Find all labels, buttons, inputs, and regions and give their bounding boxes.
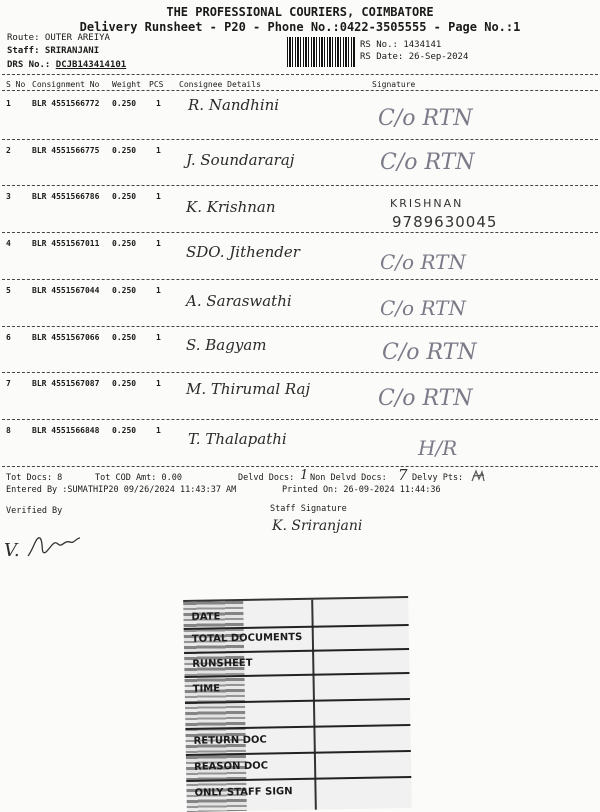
company-title: THE PROFESSIONAL COURIERS, COIMBATORE: [166, 5, 434, 19]
row-pcs: 1: [156, 192, 161, 201]
row-consignee: M. Thirumal Raj: [186, 380, 311, 398]
verified-by-label: Verified By: [6, 506, 63, 516]
divider: [2, 232, 598, 233]
divider: [2, 74, 598, 75]
stamp-label-date: DATE: [191, 611, 221, 623]
row-consignee: J. Soundararaj: [186, 151, 295, 169]
runsheet-subtitle: Delivery Runsheet - P20 - Phone No.:0422-3505555 - Page No.:1: [79, 20, 521, 34]
row-pcs: 1: [156, 426, 161, 435]
drs-label: DRS No.:: [7, 60, 56, 70]
row-pcs: 1: [156, 239, 161, 248]
row-signature: C/o RTN: [380, 250, 466, 274]
printed-on: Printed On: 26-09-2024 11:44:36: [282, 485, 441, 495]
col-signature: Signature: [372, 80, 416, 89]
row-consignee: S. Bagyam: [186, 336, 267, 354]
route-label: Route: OUTER AREIYA: [7, 33, 110, 43]
total-cod: Tot COD Amt: 0.00: [95, 473, 182, 483]
delivery-points: Delvy Pts:: [412, 473, 464, 483]
row-consignment: BLR 4551567087: [32, 379, 100, 388]
delivered-docs: Delvd Docs:: [238, 473, 295, 483]
divider: [2, 139, 598, 140]
non-delivered-docs-value: 7: [398, 466, 408, 484]
row-pcs: 1: [156, 146, 161, 155]
row-sno: 5: [6, 286, 11, 295]
row-sno: 3: [6, 192, 11, 201]
row-pcs: 1: [156, 333, 161, 342]
row-sno: 4: [6, 239, 11, 248]
row-sno: 6: [6, 333, 11, 342]
row-consignee: K. Krishnan: [186, 198, 276, 216]
drs-value: DCJB143414101: [55, 60, 127, 70]
row-signature-phone: 9789630045: [392, 213, 498, 231]
divider: [2, 466, 598, 467]
divider: [2, 419, 598, 420]
row-pcs: 1: [156, 99, 161, 108]
row-weight: 0.250: [112, 379, 137, 388]
row-signature: C/o RTN: [378, 386, 473, 411]
col-weight: Weight: [112, 80, 141, 89]
row-sno: 7: [6, 379, 11, 388]
verified-signature: [0, 526, 100, 576]
row-signature: C/o RTN: [380, 296, 466, 320]
stamp-label-staff-sign: ONLY STAFF SIGN: [194, 786, 293, 799]
row-consignment: BLR 4551566772: [32, 99, 100, 108]
col-consignee: Consignee Details: [179, 80, 261, 89]
row-signature: H/R: [418, 436, 458, 460]
row-sno: 2: [6, 146, 11, 155]
row-sno: 8: [6, 426, 11, 435]
stamp-label-reason-doc: REASON DOC: [193, 760, 269, 773]
row-consignment: BLR 4551567011: [32, 239, 100, 248]
stamp-label-time: TIME: [192, 683, 221, 695]
row-consignment: BLR 4551567066: [32, 333, 100, 342]
col-sno: S No: [6, 80, 26, 89]
row-pcs: 1: [156, 379, 161, 388]
divider: [2, 90, 598, 91]
non-delivered-docs: Non Delvd Docs:: [310, 473, 387, 483]
row-consignee: R. Nandhini: [188, 96, 280, 114]
divider: [2, 372, 598, 373]
row-weight: 0.250: [112, 239, 137, 248]
row-consignment: BLR 4551566775: [32, 146, 100, 155]
staff-signature-handwritten: K. Sriranjani: [272, 518, 363, 534]
row-weight: 0.250: [112, 286, 137, 295]
row-weight: 0.250: [112, 333, 137, 342]
rs-number: RS No.: 1434141: [360, 40, 442, 50]
row-weight: 0.250: [112, 426, 137, 435]
total-docs: Tot Docs: 8: [6, 473, 63, 483]
row-consignee: SDO. Jithender: [186, 243, 300, 261]
row-consignment: BLR 4551566786: [32, 192, 100, 201]
stamp-label-runsheet: RUNSHEET: [192, 657, 253, 670]
row-consignment: BLR 4551566848: [32, 426, 100, 435]
row-signature: C/o RTN: [378, 106, 473, 131]
row-weight: 0.250: [112, 192, 137, 201]
entered-by: Entered By :SUMATHIP20 09/26/2024 11:43:37 AM: [6, 485, 237, 495]
staff-signature-label: Staff Signature: [270, 504, 347, 514]
divider: [2, 326, 598, 327]
verified-signature-initial: V.: [4, 540, 20, 561]
row-sno: 1: [6, 99, 11, 108]
staff-label: Staff: SRIRANJANI: [7, 46, 100, 56]
drs-number: [7, 60, 126, 70]
col-pcs: PCS: [149, 80, 164, 89]
row-weight: 0.250: [112, 146, 137, 155]
row-consignee: A. Saraswathi: [186, 292, 292, 310]
scribble-mark: [470, 468, 486, 482]
stamp-label-return-doc: RETURN DOC: [193, 734, 267, 747]
col-consignment: Consignment No: [32, 80, 100, 89]
divider: [2, 279, 598, 280]
row-signature: KRISHNAN: [390, 197, 464, 210]
row-signature: C/o RTN: [382, 340, 477, 365]
stamp-label-total-documents: TOTAL DOCUMENTS: [191, 631, 303, 645]
office-stamp: [183, 596, 412, 812]
rs-date: RS Date: 26-Sep-2024: [360, 52, 469, 62]
divider: [2, 185, 598, 186]
delivered-docs-value: 1: [300, 468, 309, 483]
row-pcs: 1: [156, 286, 161, 295]
barcode: [287, 37, 355, 67]
row-signature: C/o RTN: [380, 150, 475, 175]
row-consignment: BLR 4551567044: [32, 286, 100, 295]
row-consignee: T. Thalapathi: [188, 430, 287, 448]
row-weight: 0.250: [112, 99, 137, 108]
